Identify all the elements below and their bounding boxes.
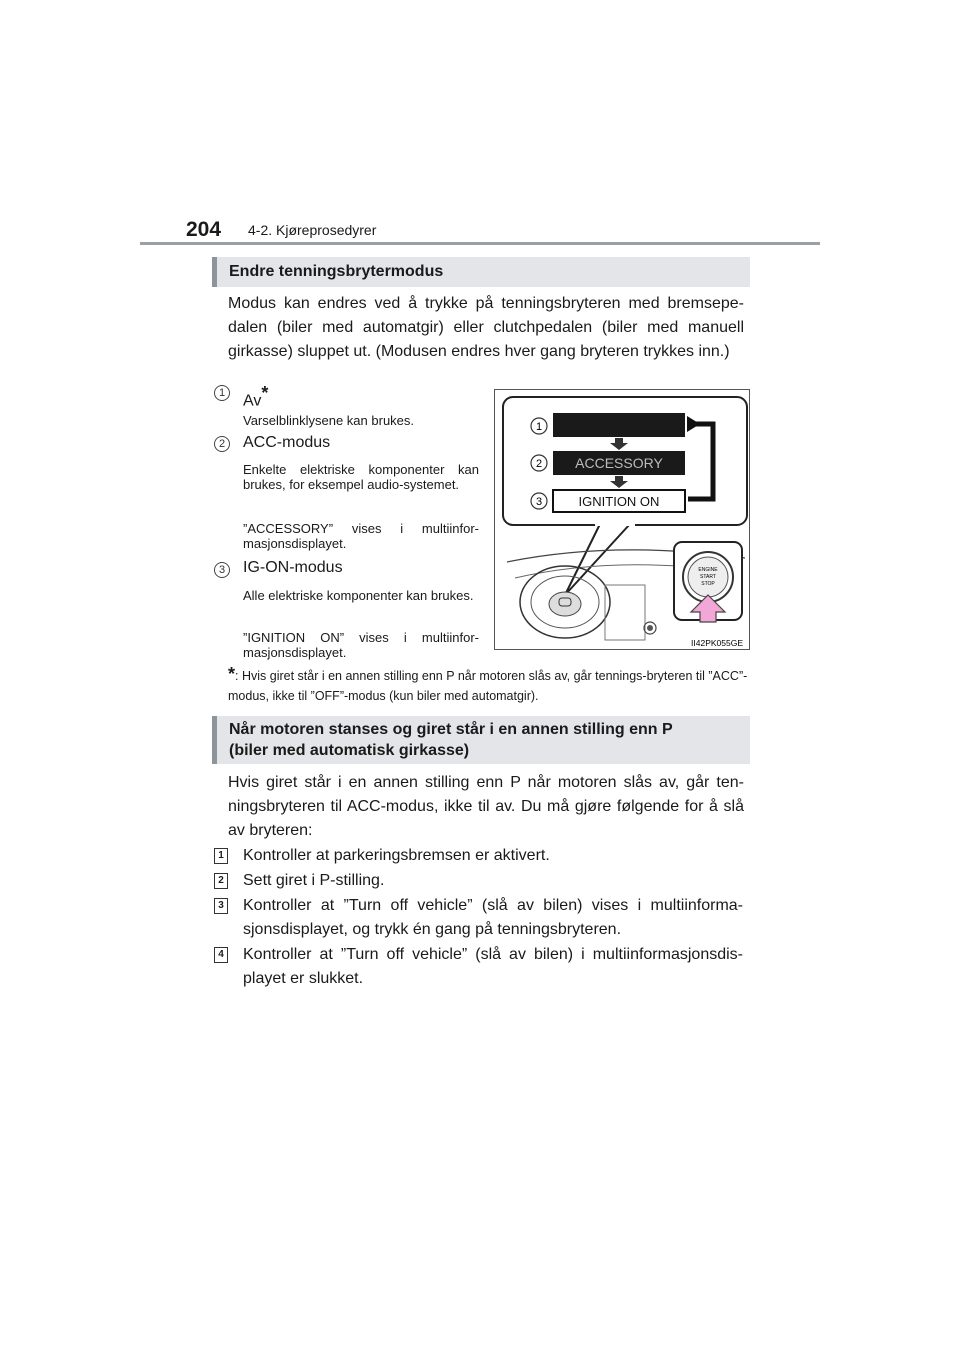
item-2-title: ACC-modus bbox=[243, 434, 331, 451]
item-1-desc: Varselblinklysene kan brukes. bbox=[243, 413, 415, 428]
header-rule bbox=[140, 242, 820, 245]
step-2-text: Sett giret i P-stilling. bbox=[243, 872, 385, 889]
ignition-mode-figure bbox=[494, 389, 750, 650]
item-3-title: IG-ON-modus bbox=[243, 559, 343, 576]
item-3-note: ”IGNITION ON” vises i multiinfor-masjonsdisplayet. bbox=[243, 630, 479, 660]
item-2-marker: 2 bbox=[214, 435, 230, 452]
figure-code: II42PK055GE bbox=[691, 638, 743, 648]
item-1-title: Av* bbox=[243, 383, 269, 410]
page-number: 204 bbox=[186, 218, 222, 241]
section2-title-line1: Når motoren stanses og giret står i en annen stilling enn P bbox=[229, 721, 673, 738]
figure-accessory-text: ACCESSORY bbox=[575, 455, 663, 471]
chapter-title: 4-2. Kjøreprosedyrer bbox=[248, 222, 377, 238]
section2-title-line2: (biler med automatisk girkasse) bbox=[229, 742, 470, 759]
step-1-text: Kontroller at parkeringsbremsen er aktivert. bbox=[243, 847, 550, 864]
button-text-engine: ENGINE bbox=[698, 567, 718, 573]
item-2-desc: Enkelte elektriske komponenter kan brukes, for eksempel audio-systemet. bbox=[243, 462, 479, 492]
figure-label-3: 3 bbox=[535, 496, 543, 508]
button-text-start: START bbox=[700, 574, 716, 580]
section1-intro: Modus kan endres ved å trykke på tenningsbryteren med bremsepedalen (biler med automatgir) eller clutchpedalen (biler med manuell girkasse) sluppet ut. (Modusen endres hver gang bryteren trykkes inn.) bbox=[228, 295, 744, 360]
section-heading-not-park bbox=[212, 716, 750, 764]
button-text-stop: STOP bbox=[701, 581, 715, 587]
figure-ignition-text: IGNITION ON bbox=[578, 494, 660, 509]
step-3-marker: 3 bbox=[214, 894, 228, 914]
step-4-text: Kontroller at ”Turn off vehicle” (slå av bilen) i multiinformasjonsdis-playet er slukket. bbox=[243, 946, 743, 987]
step-4-marker: 4 bbox=[214, 943, 228, 963]
step-3-text: Kontroller at ”Turn off vehicle” (slå av bilen) vises i multiinforma-sjonsdisplayet, og trykk én gang på tenningsbryteren. bbox=[243, 897, 743, 938]
footnote bbox=[228, 664, 748, 706]
section2-intro: Hvis giret står i en annen stilling enn P når motoren slås av, går ten-ningsbryteren til ACC-modus, ikke til av. Du må gjøre følgende for å slå av bryteren: bbox=[228, 774, 744, 839]
item-1-marker: 1 bbox=[214, 384, 230, 401]
figure-illustration bbox=[495, 390, 751, 651]
section-heading-ignition-mode: Endre tenningsbrytermodus bbox=[212, 257, 750, 287]
item-3-desc: Alle elektriske komponenter kan brukes. bbox=[243, 588, 474, 603]
figure-label-2: 2 bbox=[535, 458, 543, 470]
footnote-text: : Hvis giret står i en annen stilling enn P når motoren slås av, går tennings-bryteren til ”ACC”-modus, ikke til ”OFF”-modus (kun biler med automatgir). bbox=[228, 669, 748, 703]
item-3-marker: 3 bbox=[214, 561, 230, 578]
figure-label-1: 1 bbox=[535, 421, 543, 433]
step-1-marker: 1 bbox=[214, 844, 228, 864]
item-2-note: ”ACCESSORY” vises i multiinfor-masjonsdisplayet. bbox=[243, 521, 479, 551]
item-1-star: * bbox=[261, 383, 269, 403]
footnote-star: * bbox=[228, 664, 236, 684]
step-2-marker: 2 bbox=[214, 869, 228, 889]
